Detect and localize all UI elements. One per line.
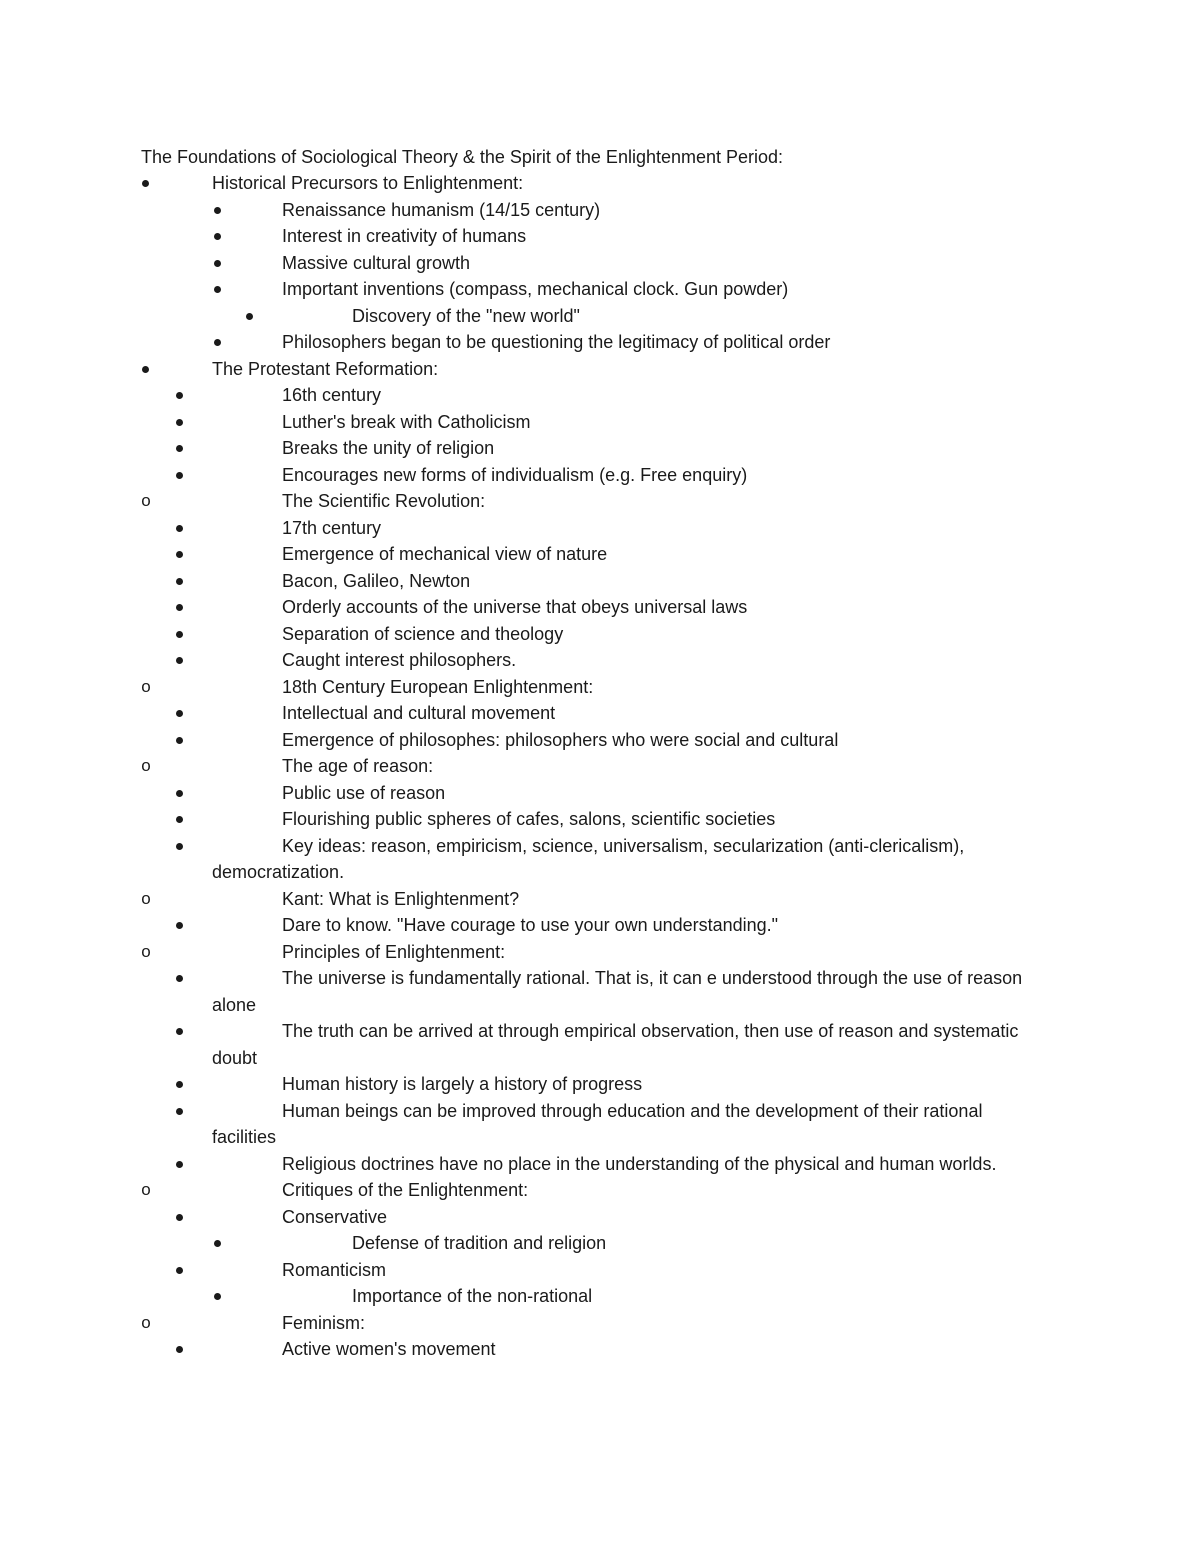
circle-bullet-icon: o [141, 491, 151, 510]
outline-item-level1 [0, 356, 1200, 383]
outline-item-level2 [0, 780, 1200, 807]
outline-item-level2 [0, 594, 1200, 621]
outline-item-text: Importance of the non-rational [352, 1286, 593, 1306]
outline-item-text: The age of reason: [282, 756, 434, 776]
outline-item-level2 [0, 515, 1200, 542]
outline-item-text: The universe is fundamentally rational. That is, it can e understood through the use of reason alone [212, 968, 1023, 1015]
outline-item-text: 18th Century European Enlightenment: [282, 676, 594, 697]
outline-item-level1 [0, 753, 1200, 780]
outline-item-text: Emergence of philosophes: philosophers who were social and cultural [282, 729, 839, 750]
outline-item-text: Important inventions (compass, mechanical clock. Gun powder) [282, 279, 789, 299]
outline-item-level2 [0, 1204, 1200, 1231]
circle-bullet-icon: o [141, 1180, 151, 1199]
outline-item-text: Critiques of the Enlightenment: [282, 1180, 529, 1200]
outline-item-text: Principles of Enlightenment: [282, 941, 506, 962]
outline-item-level1 [0, 170, 1200, 197]
outline-item-level2 [0, 435, 1200, 462]
circle-bullet-icon: o [141, 676, 151, 696]
outline-item-level1 [0, 488, 1200, 515]
outline-item-text: 16th century [282, 385, 382, 405]
outline-item-level2 [0, 1098, 1200, 1151]
outline-item-text: Emergence of mechanical view of nature [282, 544, 608, 564]
outline-item-text: Breaks the unity of religion [282, 438, 495, 458]
outline-item-level2 [0, 806, 1200, 833]
outline-item-level2 [0, 462, 1200, 489]
outline-item-text: The Scientific Revolution: [282, 491, 486, 511]
outline-item-text: Public use of reason [282, 782, 446, 803]
outline-item-text: Philosophers began to be questioning the legitimacy of political order [282, 332, 831, 352]
circle-bullet-icon: o [141, 941, 151, 961]
outline-item-level3 [0, 1283, 1200, 1310]
outline-item-level1 [0, 939, 1200, 966]
outline-item-text: Discovery of the "new world" [352, 305, 580, 326]
outline-item-level1 [0, 1177, 1200, 1204]
outline-item-level2 [0, 727, 1200, 754]
outline-list [0, 170, 1200, 1363]
outline-item-text: Separation of science and theology [282, 623, 564, 644]
outline-item-level2 [0, 621, 1200, 648]
outline-item-text: Human history is largely a history of progress [282, 1074, 643, 1094]
outline-item-level2 [0, 647, 1200, 674]
outline-item-text: Human beings can be improved through education and the development of their rational facilities [212, 1100, 983, 1147]
outline-item-text: Bacon, Galileo, Newton [282, 570, 471, 591]
outline-item-level2 [0, 250, 1200, 277]
outline-item-text: Key ideas: reason, empiricism, science, universalism, secularization (anti-clericalism), democratization. [212, 835, 965, 882]
outline-item-text: Orderly accounts of the universe that obeys universal laws [282, 597, 748, 617]
document-title: The Foundations of Sociological Theory & the Spirit of the Enlightenment Period: [141, 147, 784, 167]
outline-item-level2 [0, 329, 1200, 356]
outline-item-text: Encourages new forms of individualism (e.g. Free enquiry) [282, 464, 748, 485]
outline-item-text: Active women's movement [282, 1339, 496, 1359]
outline-item-level1 [0, 1310, 1200, 1337]
outline-item-text: Feminism: [282, 1312, 366, 1333]
outline-item-level2 [0, 1336, 1200, 1363]
outline-item-level2 [0, 382, 1200, 409]
outline-item-level3 [0, 1230, 1200, 1257]
outline-item-text: Interest in creativity of humans [282, 226, 527, 246]
outline-item-text: 17th century [282, 517, 382, 538]
outline-item-level2 [0, 1151, 1200, 1178]
circle-bullet-icon: o [141, 1312, 151, 1332]
outline-item-level2 [0, 1071, 1200, 1098]
outline-item-level3 [0, 303, 1200, 330]
outline-item-level2 [0, 409, 1200, 436]
outline-item-level2 [0, 541, 1200, 568]
outline-item-text: Defense of tradition and religion [352, 1233, 607, 1253]
outline-item-text: Religious doctrines have no place in the understanding of the physical and human worlds. [282, 1153, 997, 1174]
outline-item-level1 [0, 674, 1200, 701]
outline-item-text: Intellectual and cultural movement [282, 703, 556, 723]
outline-item-level2 [0, 197, 1200, 224]
outline-item-text: Caught interest philosophers. [282, 650, 517, 670]
outline-item-text: Renaissance humanism (14/15 century) [282, 199, 601, 220]
outline-item-text: Massive cultural growth [282, 252, 471, 273]
outline-item-text: The Protestant Reformation: [212, 358, 439, 379]
outline-item-level2 [0, 276, 1200, 303]
outline-item-text: Dare to know. "Have courage to use your own understanding." [282, 915, 779, 935]
outline-item-level2 [0, 700, 1200, 727]
outline-item-level2 [0, 1257, 1200, 1284]
outline-item-level2 [0, 833, 1200, 886]
outline-item-level2 [0, 965, 1200, 1018]
outline-item-level2 [0, 1018, 1200, 1071]
outline-item-text: Kant: What is Enlightenment? [282, 888, 520, 909]
outline-item-text: The truth can be arrived at through empirical observation, then use of reason and systematic doubt [212, 1021, 1019, 1068]
outline-item-text: Flourishing public spheres of cafes, salons, scientific societies [282, 809, 776, 829]
outline-item-text: Conservative [282, 1206, 388, 1227]
outline-item-level2 [0, 912, 1200, 939]
outline-item-text: Historical Precursors to Enlightenment: [212, 173, 524, 193]
outline-item-text: Romanticism [282, 1259, 387, 1280]
outline-item-text: Luther's break with Catholicism [282, 411, 531, 432]
outline-item-level2 [0, 223, 1200, 250]
outline-item-level2 [0, 568, 1200, 595]
circle-bullet-icon: o [141, 888, 151, 908]
outline-item-level1 [0, 886, 1200, 913]
circle-bullet-icon: o [141, 756, 151, 775]
